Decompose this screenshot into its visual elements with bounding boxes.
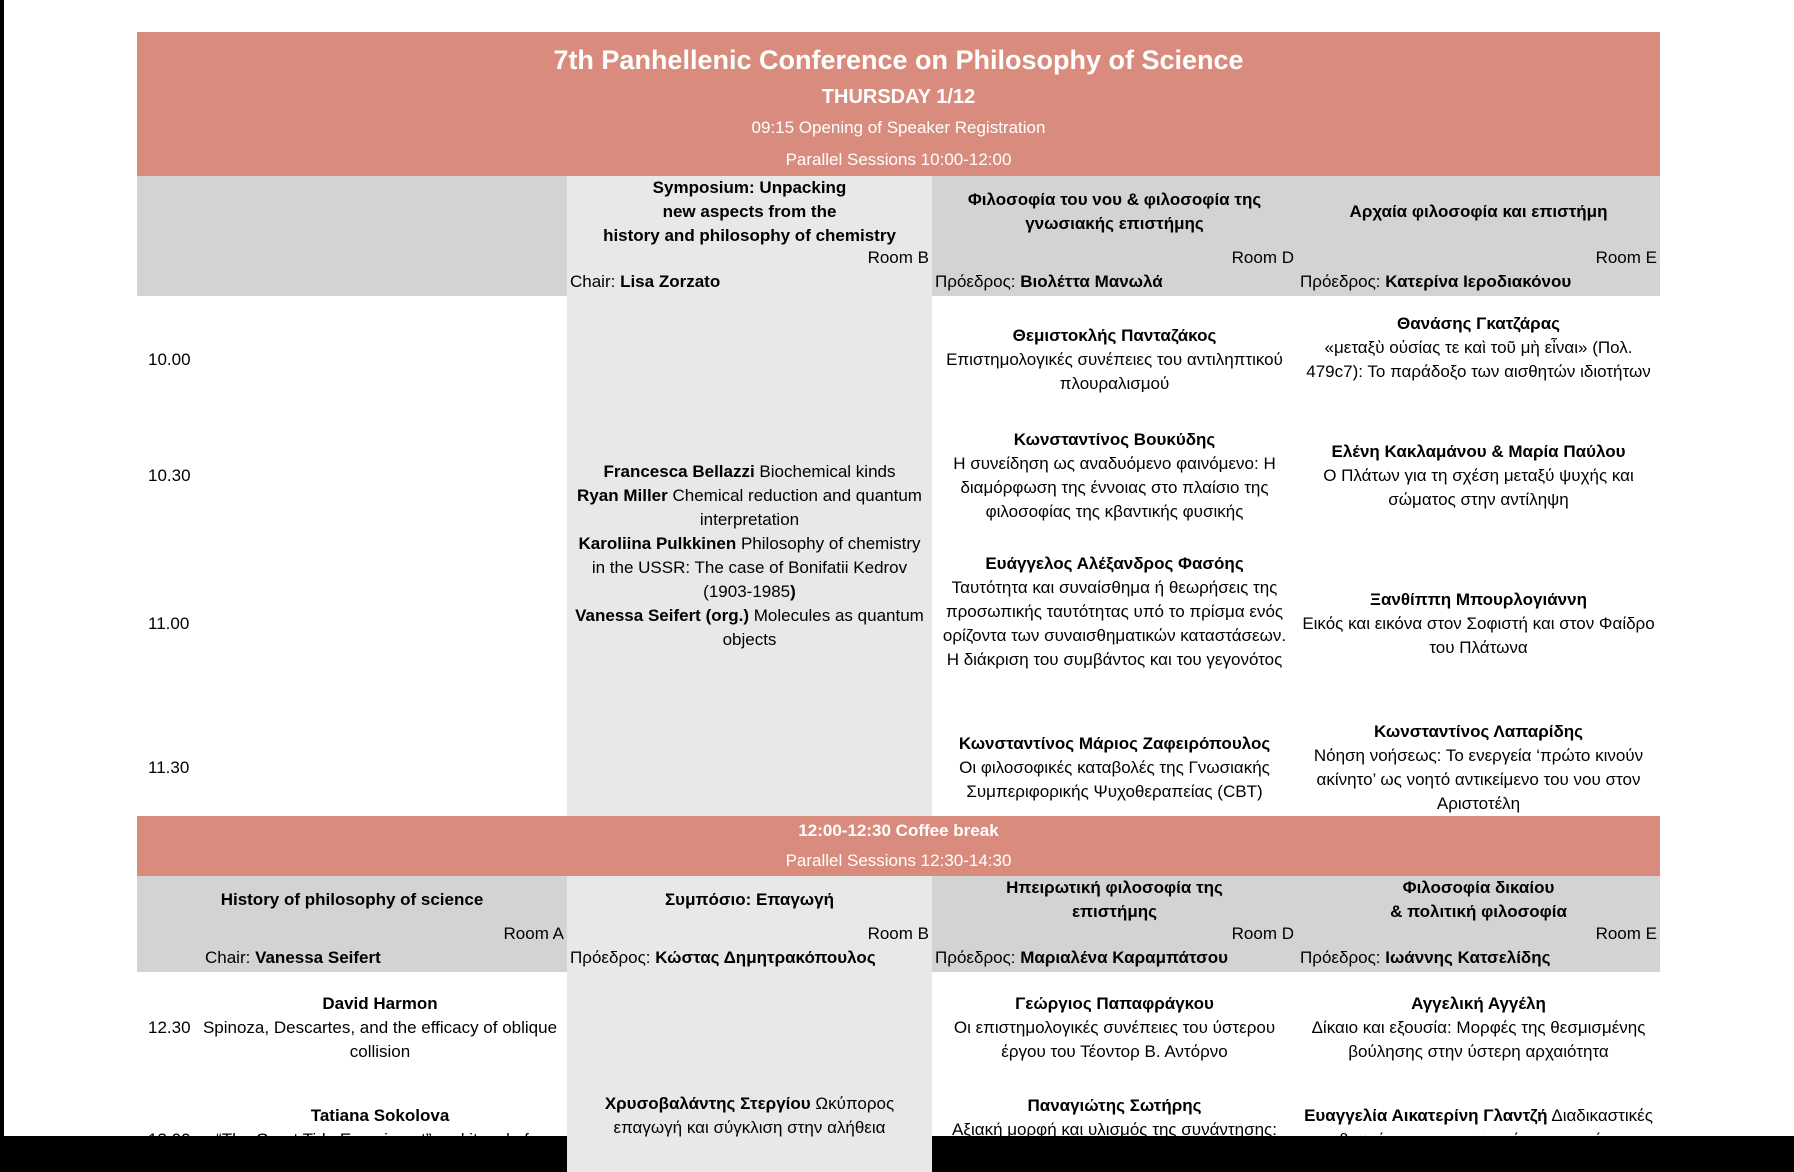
list-item xyxy=(571,484,928,532)
chair-line xyxy=(570,272,720,292)
session2-col-a-body xyxy=(137,972,567,1172)
speaker-name: Ελένη Κακλαμάνου & Μαρία Παύλου xyxy=(1331,442,1626,461)
chair-line xyxy=(570,948,876,968)
talk-title: Οι επιστημολογικές συνέπειες του ύστερου έργου του Τέοντορ Β. Αντόρνο xyxy=(953,1018,1276,1061)
chair-name: Μαριαλένα Καραμπάτσου xyxy=(1020,948,1228,967)
talk-title: Philosophy of chemistry in the USSR: The case of Bonifatii Kedrov (1903-1985 xyxy=(591,534,921,601)
header-title-line: Συμπόσιο: Επαγωγή xyxy=(664,890,834,909)
session1-col-d-header xyxy=(932,176,1297,296)
room-label: Room A xyxy=(503,924,564,943)
time-slot: 10.00 xyxy=(148,350,191,369)
header-title-line: new aspects from the xyxy=(662,202,837,221)
talk-title: Spinoza, Descartes, and the efficacy of oblique collision xyxy=(202,1018,558,1061)
talk-entry xyxy=(1301,312,1656,384)
coffee-break-banner xyxy=(137,816,1660,876)
coffee-break-label: 12:00-12:30 Coffee break xyxy=(798,821,999,840)
speaker-name: Ευαγγελία Αικατερίνη Γλαντζή xyxy=(1304,1106,1548,1125)
session2-col-e-body xyxy=(1297,972,1660,1172)
symposium-chemistry-cell xyxy=(567,296,932,816)
room-label: Room B xyxy=(867,248,929,267)
time-column xyxy=(137,296,567,816)
room-label: Room D xyxy=(1231,248,1294,267)
header-title-line: history and philosophy of chemistry xyxy=(603,226,896,245)
talk-entry xyxy=(936,552,1293,672)
speaker-name: Κωνσταντίνος Λαπαρίδης xyxy=(1374,722,1583,741)
session2-col-d-header xyxy=(932,876,1297,972)
session1-col-e-header xyxy=(1297,176,1660,296)
talk-title: Ωκύπορος επαγωγή και σύγκλιση στην αλήθεια xyxy=(613,1094,895,1137)
room-label: Room D xyxy=(1231,924,1294,943)
header-title-line: Φιλοσοφία του νου & φιλοσοφία της xyxy=(967,190,1262,209)
chair-line xyxy=(1300,948,1550,968)
chair-name: Vanessa Seifert xyxy=(255,948,381,967)
talk-title: Ο Πλάτων για τη σχέση μεταξύ ψυχής και σώματος στην αντίληψη xyxy=(1323,466,1634,509)
room-label: Room B xyxy=(867,924,929,943)
chair-line xyxy=(935,272,1163,292)
speaker-name: Ευάγγελος Αλέξανδρος Φασόης xyxy=(985,554,1244,573)
talk-title: Δίκαιο και εξουσία: Μορφές της θεσμισμένης βούλησης στην ύστερη αρχαιότητα xyxy=(1311,1018,1646,1061)
session2-col-b-header xyxy=(567,876,932,972)
chair-name: Lisa Zorzato xyxy=(620,272,721,291)
talk-entry xyxy=(571,1092,928,1140)
header-title-line: γνωσιακής επιστήμης xyxy=(1025,214,1204,233)
time-slot: 11.00 xyxy=(148,614,190,633)
session1-col-e-body xyxy=(1297,296,1660,816)
session2-col-d-body xyxy=(932,972,1297,1172)
header-title-line: Symposium: Unpacking xyxy=(652,178,847,197)
chair-line xyxy=(1300,272,1571,292)
session1-col-a-header xyxy=(137,176,567,296)
speaker-name: Αγγελική Αγγέλη xyxy=(1411,994,1546,1013)
program-table xyxy=(137,32,1660,1172)
speaker-name: Κωνσταντίνος Μάριος Ζαφειρόπουλος xyxy=(958,734,1271,753)
speaker-name: Francesca Bellazzi xyxy=(603,462,755,481)
list-item xyxy=(571,604,928,652)
parallel-sessions-2: Parallel Sessions 12:30-14:30 xyxy=(785,851,1012,870)
talk-title: “The Great Tide Experiment” and its role for xyxy=(216,1130,544,1149)
parallel-sessions-1: Parallel Sessions 10:00-12:00 xyxy=(785,150,1012,169)
talk-title: Αξιακή μορφή και υλισμός της συνάντησης: xyxy=(952,1120,1277,1139)
header-title-line: Φιλοσοφία δικαίου xyxy=(1402,878,1555,897)
session2-header-row xyxy=(137,876,1660,972)
talk-title: Η συνείδηση ως αναδυόμενο φαινόμενο: Η διαμόρφωση της έννοιας στο πλαίσιο της φιλοσοφίας της κβαντικής φυσικής xyxy=(953,454,1276,521)
room-label: Room E xyxy=(1595,924,1657,943)
speaker-name: Κωνσταντίνος Βουκύδης xyxy=(1013,430,1216,449)
chair-name: Ιωάννης Κατσελίδης xyxy=(1385,948,1551,967)
talk-title: Molecules as quantum objects xyxy=(722,606,924,649)
chair-label: Πρόεδρος: xyxy=(570,948,656,967)
conference-banner xyxy=(137,32,1660,176)
speaker-name: David Harmon xyxy=(322,994,438,1013)
session1-body xyxy=(137,296,1660,816)
talk-entry xyxy=(936,992,1293,1064)
chair-label: Chair: xyxy=(570,272,621,291)
session1-col-b-header xyxy=(567,176,932,296)
header-title-line: επιστήμης xyxy=(1071,902,1158,921)
session1-header-row xyxy=(137,176,1660,296)
chair-label: Πρόεδρος: xyxy=(1300,948,1386,967)
registration-note: 09:15 Opening of Speaker Registration xyxy=(751,118,1046,137)
header-title-line: & πολιτική φιλοσοφία xyxy=(1390,902,1567,921)
talk-entry xyxy=(1301,720,1656,816)
speaker-name: Karoliina Pulkkinen xyxy=(578,534,737,553)
time-slot: 12.30 xyxy=(148,1018,191,1037)
list-item xyxy=(571,460,928,484)
speaker-name: Vanessa Seifert (org.) xyxy=(575,606,749,625)
time-slot: 11.30 xyxy=(148,758,190,777)
talk-entry xyxy=(936,428,1293,524)
header-title-line: Αρχαία φιλοσοφία και επιστήμη xyxy=(1349,202,1608,221)
talk-title: Επιστημολογικές συνέπειες του αντιληπτικού πλουραλισμού xyxy=(946,350,1283,393)
chair-line xyxy=(935,948,1228,968)
chair-label: Πρόεδρος: xyxy=(935,272,1021,291)
conference-title: 7th Panhellenic Conference on Philosophy of Science xyxy=(553,45,1244,75)
talk-title: Νόηση νοήσεως: Το ενεργεία ‘πρώτο κινούν ακίνητο’ ως νοητό αντικείμενο του νου στον Αριστοτέλη xyxy=(1313,746,1644,813)
time-slot: 10.30 xyxy=(148,466,191,485)
speaker-name: Θεμιστοκλής Πανταζάκος xyxy=(1012,326,1217,345)
talk-title: Εικός και εικόνα στον Σοφιστή και στον Φαίδρο του Πλάτωνα xyxy=(1302,614,1655,657)
list-item xyxy=(571,532,928,604)
session2-col-b-body xyxy=(567,972,932,1172)
talk-entry xyxy=(1301,440,1656,512)
speaker-name: Χρυσοβαλάντης Στεργίου xyxy=(604,1094,811,1113)
day-heading: THURSDAY 1/12 xyxy=(821,86,976,108)
chair-label: Chair: xyxy=(205,948,256,967)
speaker-name: Ryan Miller xyxy=(577,486,668,505)
speaker-name: Ξανθίππη Μπουρλογιάννη xyxy=(1370,590,1587,609)
symposium-talk-list xyxy=(571,460,928,652)
header-title-line: History of philosophy of science xyxy=(220,890,484,909)
talk-entry xyxy=(936,1094,1293,1142)
chair-label: Πρόεδρος: xyxy=(935,948,1021,967)
talk-entry xyxy=(1301,588,1656,660)
talk-title: Biochemical kinds xyxy=(754,462,896,481)
header-title-line: Ηπειρωτική φιλοσοφία της xyxy=(1006,878,1223,897)
chair-line xyxy=(205,948,381,968)
session2-col-a-header xyxy=(137,876,567,972)
room-label: Room E xyxy=(1595,248,1657,267)
speaker-name: Θανάσης Γκατζάρας xyxy=(1397,314,1560,333)
talk-entry xyxy=(936,732,1293,804)
speaker-name: Γεώργιος Παπαφράγκου xyxy=(1015,994,1214,1013)
chair-label: Πρόεδρος: xyxy=(1300,272,1386,291)
session2-body xyxy=(137,972,1660,1172)
talk-entry xyxy=(197,992,563,1064)
document-page xyxy=(4,0,1794,1149)
closing-parenthesis: ) xyxy=(790,582,796,601)
session1-col-d-body xyxy=(932,296,1297,816)
talk-entry xyxy=(197,1104,563,1152)
talk-title: Chemical reduction and quantum interpretation xyxy=(667,486,922,529)
talk-entry xyxy=(1301,992,1656,1064)
chair-name: Κώστας Δημητρακόπουλος xyxy=(655,948,876,967)
talk-title: «μεταξὺ οὐσίας τε καὶ τοῦ μὴ εἶναι» (Πολ. 479c7): Το παράδοξο των αισθητών ιδιοτήτων xyxy=(1306,338,1651,381)
time-slot: 13.00 xyxy=(148,1130,191,1149)
chair-name: Βιολέττα Μανωλά xyxy=(1020,272,1163,291)
talk-entry xyxy=(1301,1104,1656,1152)
talk-entry xyxy=(936,324,1293,396)
talk-title: Διαδικαστικές θεωρίες της προσωπικής αυτονομίας xyxy=(1339,1106,1653,1149)
chair-name: Κατερίνα Ιεροδιακόνου xyxy=(1385,272,1572,291)
talk-title: Οι φιλοσοφικές καταβολές της Γνωσιακής Συμπεριφορικής Ψυχοθεραπείας (CBT) xyxy=(959,758,1270,801)
talk-title: Ταυτότητα και συναίσθημα ή θεωρήσεις της προσωπικής ταυτότητας υπό το πρίσμα ενός ορίζοντα των συναισθηματικών καταστάσεων. Η διάκριση του συμβάντος και του γεγονότος xyxy=(942,578,1287,669)
session2-col-e-header xyxy=(1297,876,1660,972)
speaker-name: Παναγιώτης Σωτήρης xyxy=(1027,1096,1202,1115)
speaker-name: Tatiana Sokolova xyxy=(310,1106,450,1125)
